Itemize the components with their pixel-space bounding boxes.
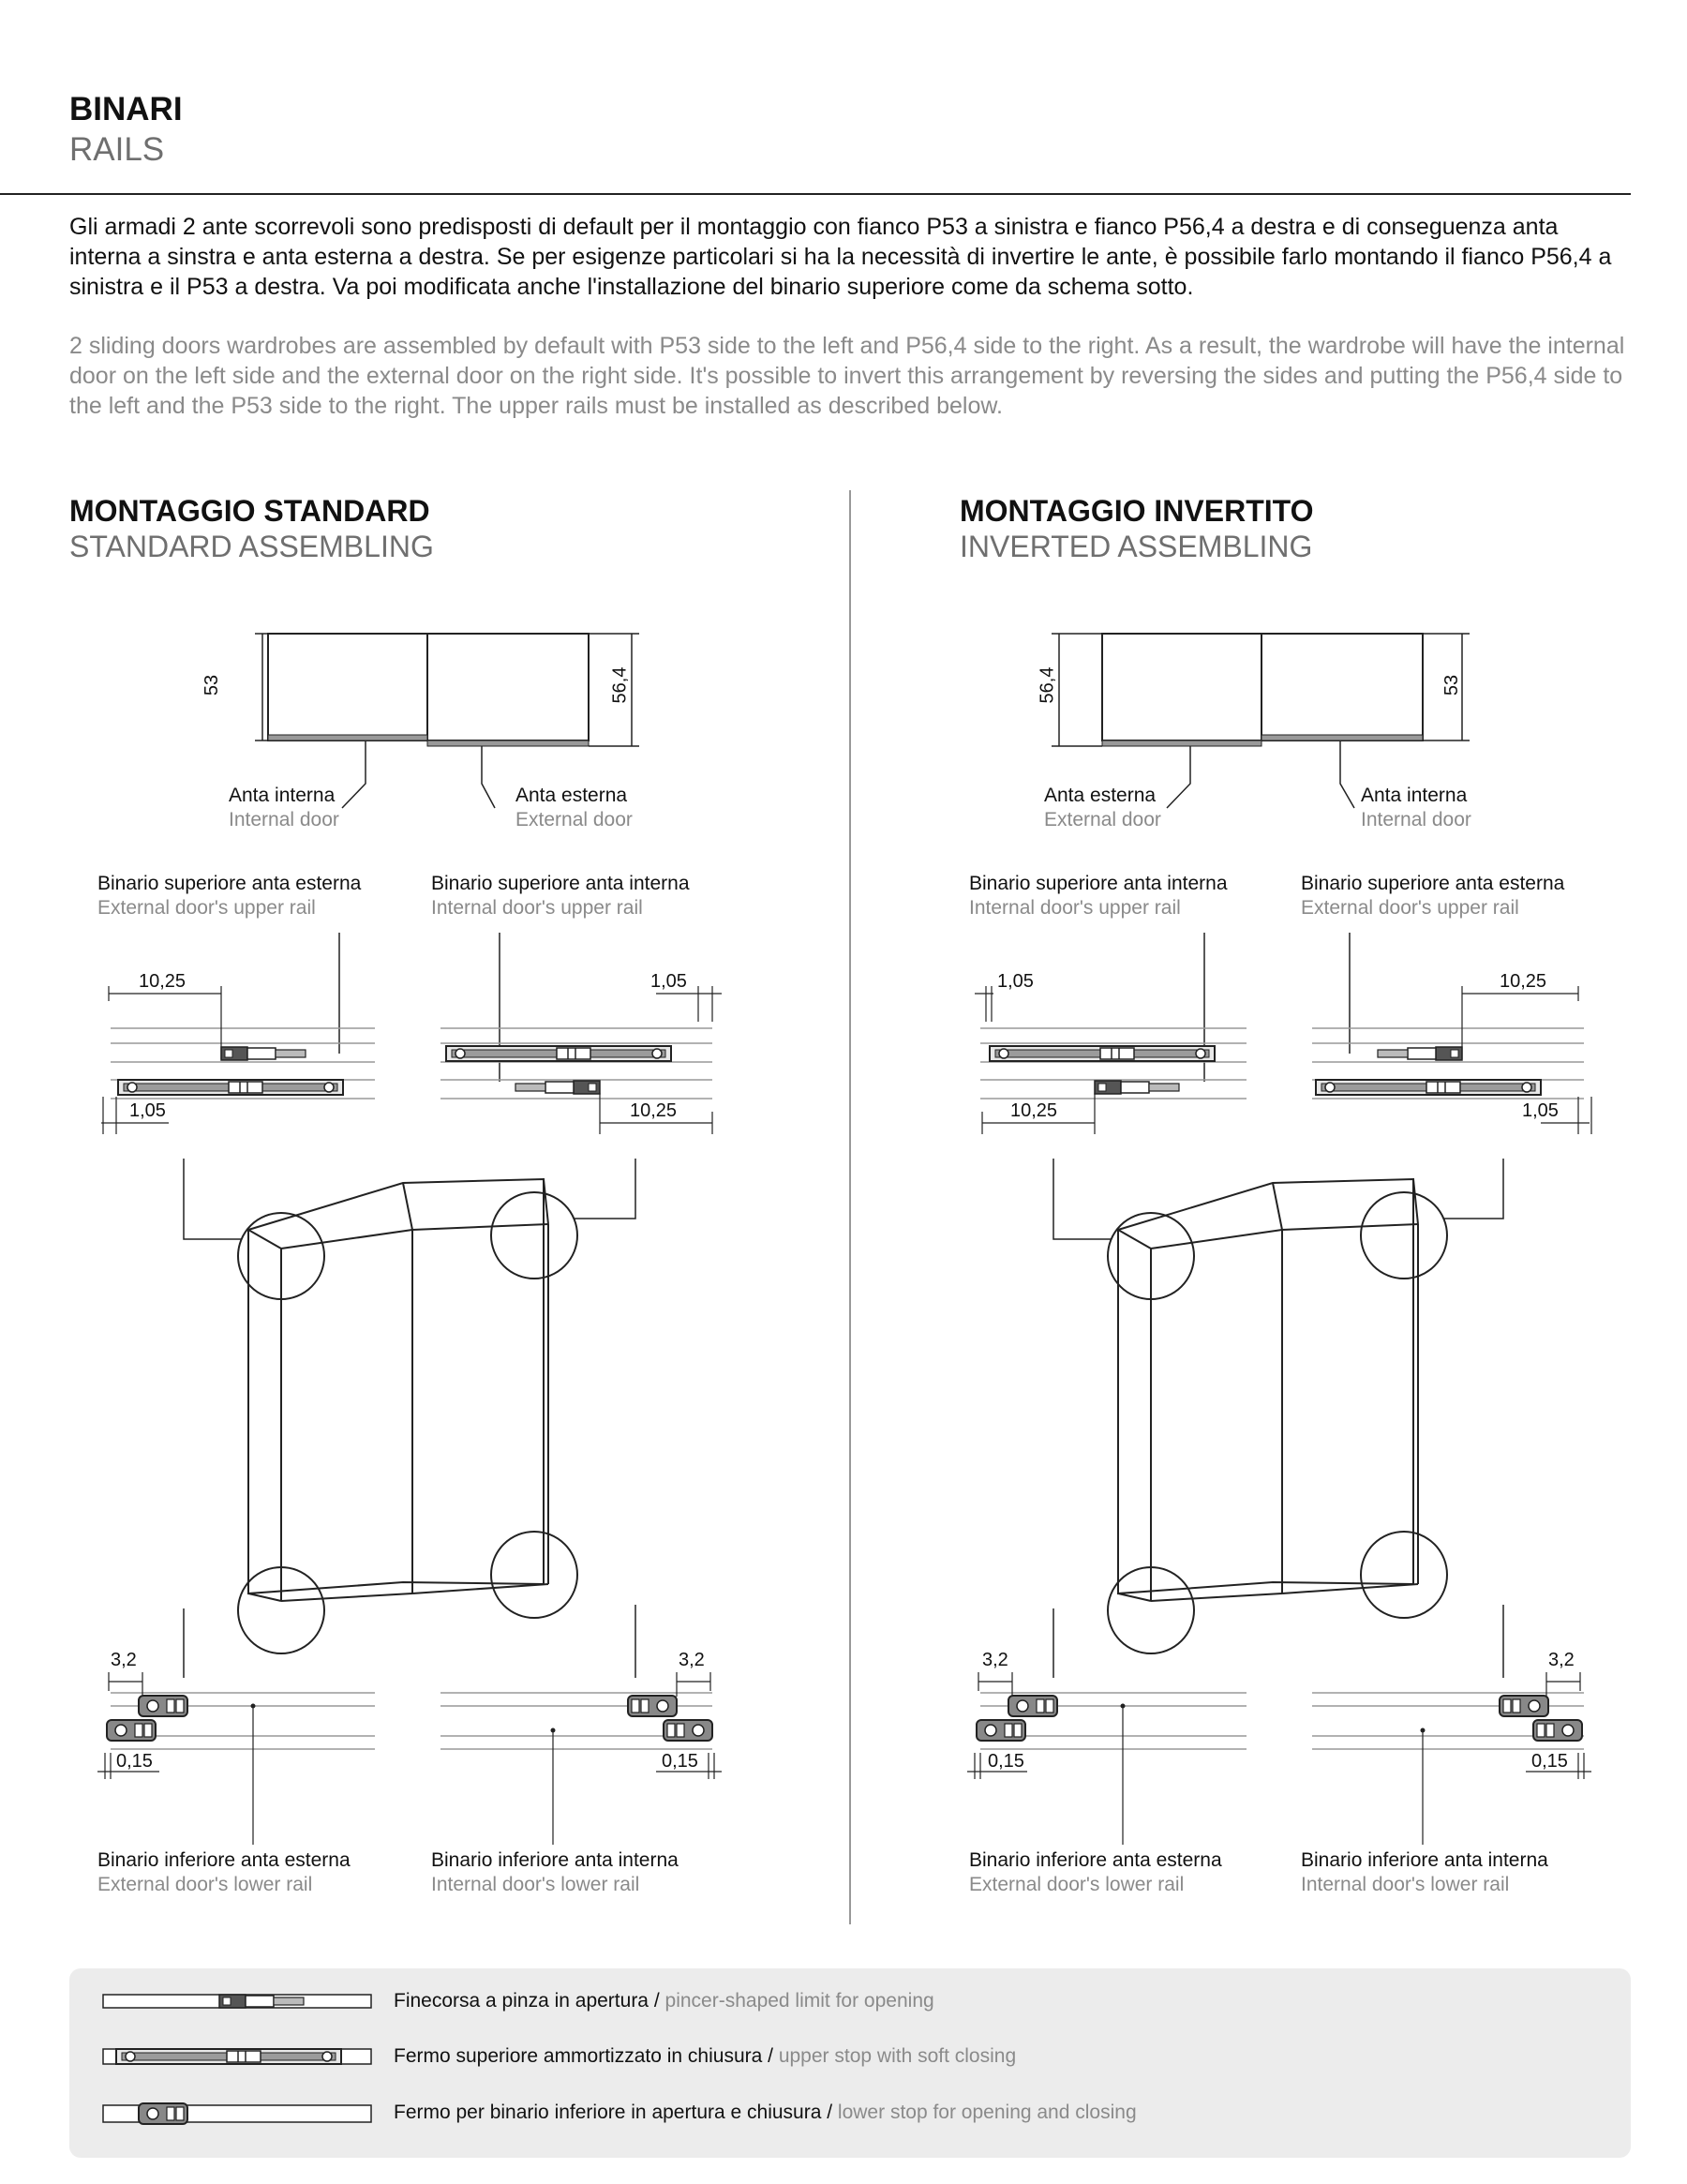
legend-separator: / [762,2045,779,2067]
inverted-lower-left-en: External door's lower rail [969,1874,1185,1895]
legend-box [69,1968,1631,2158]
inverted-dim-ll-top: 3,2 [982,1650,1008,1670]
inverted-lower-left-it: Binario inferiore anta esterna [969,1849,1222,1871]
inverted-upper-left-it: Binario superiore anta interna [969,873,1228,894]
inverted-dim-lr-top: 3,2 [1548,1650,1575,1670]
inverted-depth-right: 53 [1441,674,1463,696]
legend-separator: / [649,1990,665,2012]
inverted-dim-lr-bottom: 0,15 [1531,1751,1568,1772]
inverted-dim-ul-top: 1,05 [997,971,1034,992]
intro-text-it: Gli armadi 2 ante scorrevoli sono predisposti di default per il montaggio con fianco P53 a sinistra e fianco P56,4 a destra e di conseguenza anta interna a sinstra e anta esterna a destra. Se per esigenze particolari si ha la necessità di invertire le ante, è possibile farlo montando il fianco P56,4 a sinistra e il P53 a destra. Va poi modificata anche l'installazione del binario superiore come da schema sotto. [69,214,1612,300]
legend-item-en: pincer-shaped limit for opening [664,1990,934,2012]
inverted-upper-right-it: Binario superiore anta esterna [1301,873,1565,894]
standard-dim-ll-bottom: 0,15 [116,1751,153,1772]
legend-separator: / [821,2102,838,2123]
standard-dim-ul-bottom: 1,05 [129,1100,166,1121]
standard-lower-left-en: External door's lower rail [97,1874,313,1895]
standard-upper-right-en: Internal door's upper rail [431,897,643,919]
standard-door-right-en: External door [515,809,633,830]
standard-door-left-en: Internal door [229,809,339,830]
standard-lower-right-en: Internal door's lower rail [431,1874,640,1895]
inverted-door-left-it: Anta esterna [1044,785,1157,806]
inverted-lower-right-en: Internal door's lower rail [1301,1874,1510,1895]
standard-door-left-it: Anta interna [229,785,336,806]
page-title: BINARI [69,91,183,127]
page-subtitle: RAILS [69,131,165,168]
standard-title: MONTAGGIO STANDARD [69,494,430,528]
standard-dim-ul-top: 10,25 [139,971,187,992]
intro-text-en: 2 sliding doors wardrobes are assembled by default with P53 side to the left and P56,4 side to the right. As a result, the wardrobe will have the internal door on the left side and the external door on the right side. It's possible to invert this arrangement by reversing the sides and putting the P56,4 side to the left and the P53 side to the right. The upper rails must be installed as described below. [69,333,1625,419]
inverted-door-left-en: External door [1044,809,1161,830]
inverted-upper-right-en: External door's upper rail [1301,897,1519,919]
inverted-title: MONTAGGIO INVERTITO [960,494,1314,528]
legend-item-en: lower stop for opening and closing [837,2102,1137,2123]
inverted-plan [1052,634,1470,808]
inverted-upper-left-en: Internal door's upper rail [969,897,1181,919]
standard-subtitle: STANDARD ASSEMBLING [69,530,434,563]
legend-item-it: Fermo superiore ammortizzato in chiusura [394,2045,763,2067]
standard-plan [255,634,639,808]
legend-item-pincer [394,1989,934,2013]
standard-lower-right-it: Binario inferiore anta interna [431,1849,679,1871]
standard-door-right-it: Anta esterna [515,785,628,806]
standard-upper-left-en: External door's upper rail [97,897,316,919]
standard-dim-lr-bottom: 0,15 [662,1751,698,1772]
standard-dim-ur-bottom: 10,25 [630,1100,678,1121]
standard-depth-left: 53 [202,674,223,696]
inverted-subtitle: INVERTED ASSEMBLING [960,530,1313,563]
standard-lower-left-it: Binario inferiore anta esterna [97,1849,351,1871]
inverted-depth-left: 56,4 [1037,666,1058,704]
standard-dim-ur-top: 1,05 [650,971,687,992]
legend-item-lower-stop [394,2101,1137,2125]
inverted-dim-ur-top: 10,25 [1500,971,1547,992]
inverted-lower-right-it: Binario inferiore anta interna [1301,1849,1548,1871]
inverted-dim-ur-bottom: 1,05 [1522,1100,1559,1121]
standard-dim-ll-top: 3,2 [111,1650,137,1670]
inverted-dim-ul-bottom: 10,25 [1010,1100,1058,1121]
inverted-door-right-en: Internal door [1361,809,1471,830]
legend-item-upper-stop [394,2044,1016,2069]
standard-dim-lr-top: 3,2 [679,1650,705,1670]
standard-upper-left-it: Binario superiore anta esterna [97,873,362,894]
inverted-dim-ll-bottom: 0,15 [988,1751,1024,1772]
standard-upper-rail-right [440,986,722,1134]
legend-item-it: Fermo per binario inferiore in apertura e chiusura [394,2102,822,2123]
legend-item-it: Finecorsa a pinza in apertura [394,1990,649,2012]
standard-depth-right: 56,4 [609,666,631,704]
inverted-door-right-it: Anta interna [1361,785,1468,806]
standard-upper-right-it: Binario superiore anta interna [431,873,690,894]
legend-item-en: upper stop with soft closing [778,2045,1017,2067]
